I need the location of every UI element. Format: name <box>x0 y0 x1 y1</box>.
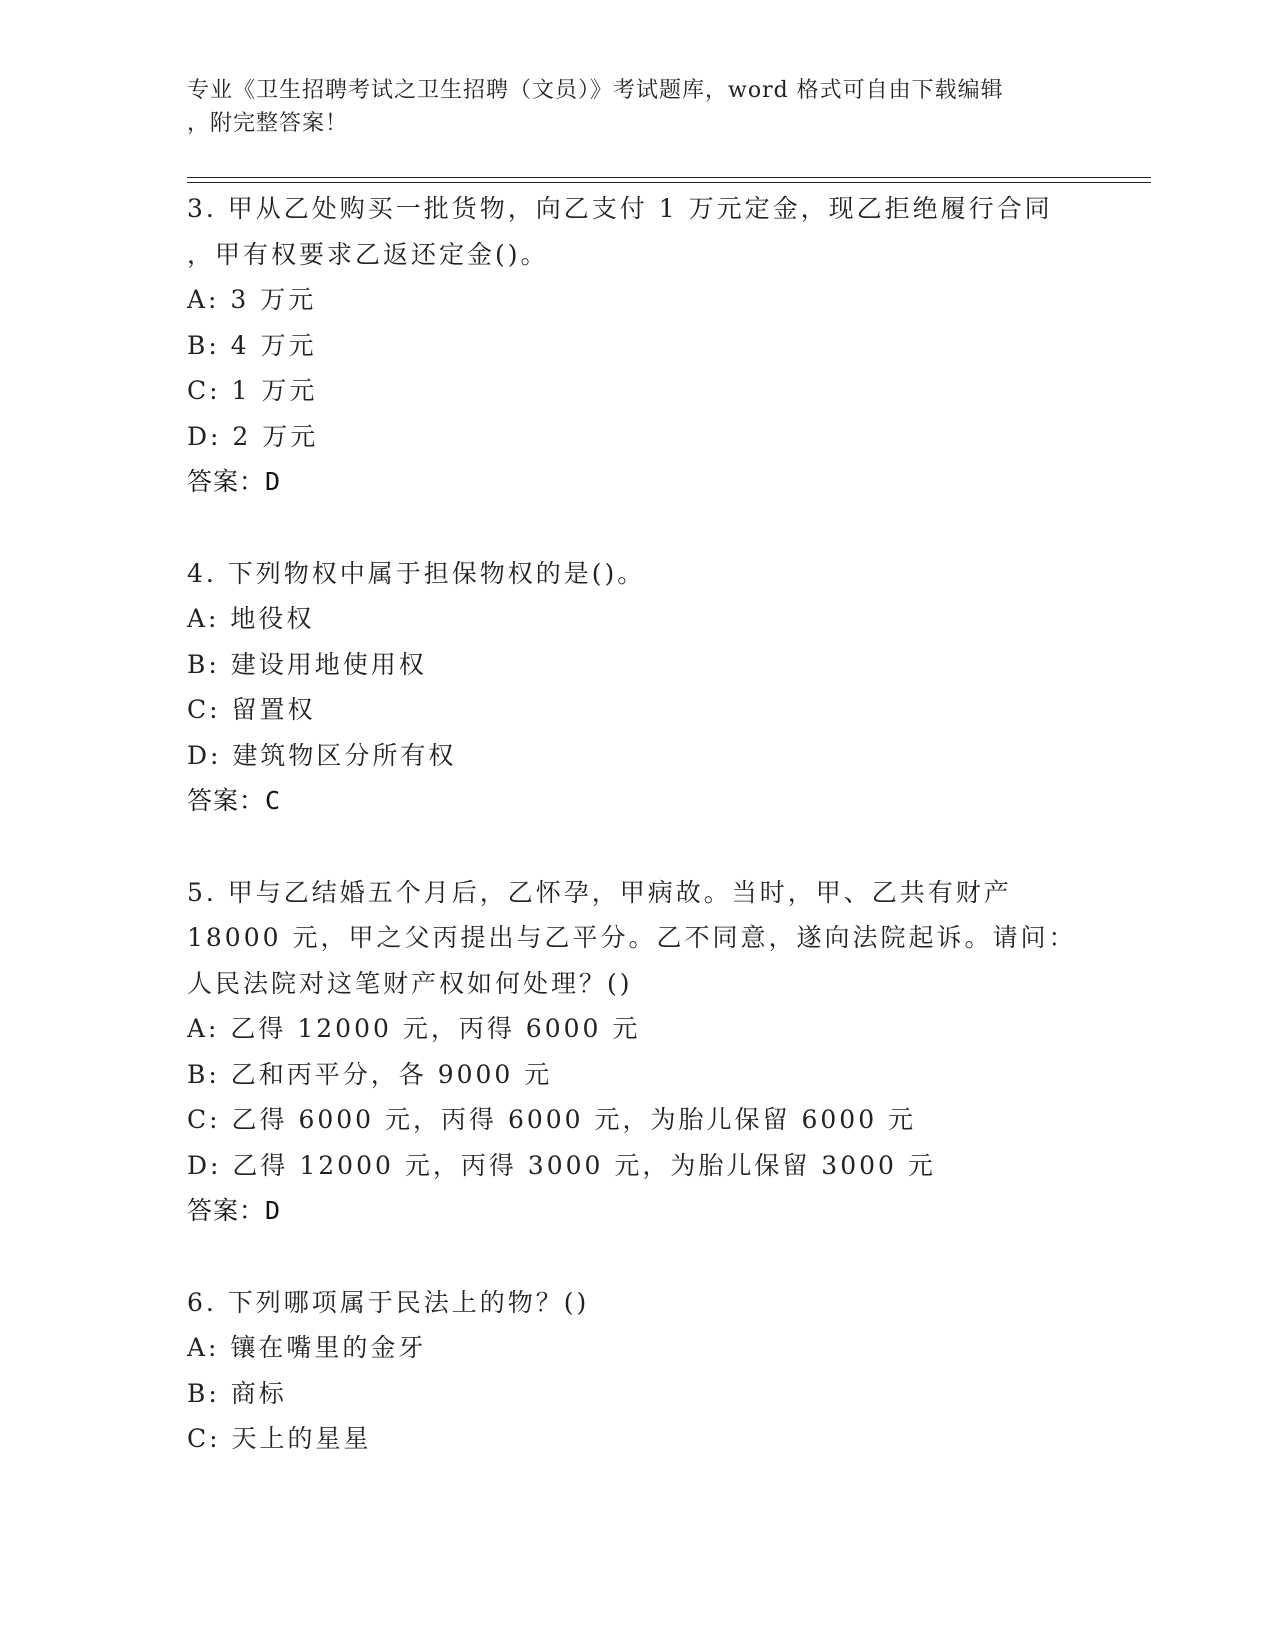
option-d: D: 2 万元 <box>187 421 319 451</box>
question-spacer <box>187 824 1087 870</box>
question-stem-line: 人民法院对这笔财产权如何处理？() <box>187 968 633 998</box>
question-5 <box>187 870 1087 1234</box>
question-stem-line: 4. 下列物权中属于担保物权的是()。 <box>187 558 646 588</box>
option-c: C: 留置权 <box>187 695 316 724</box>
question-stem-line: 3. 甲从乙处购买一批货物，向乙支付 1 万元定金，现乙拒绝履行合同 <box>187 194 1053 223</box>
question-stem-line: ，甲有权要求乙返还定金()。 <box>187 239 549 269</box>
option-c: C: 乙得 6000 元，丙得 6000 元，为胎儿保留 6000 元 <box>187 1105 917 1134</box>
question-stem-line: 5. 甲与乙结婚五个月后，乙怀孕，甲病故。当时，甲、乙共有财产 <box>187 877 1012 907</box>
question-stem-line: 6. 下列哪项属于民法上的物？() <box>187 1287 590 1317</box>
document-header <box>187 74 1067 140</box>
option-a: A: 地役权 <box>187 604 315 633</box>
option-d: D: 乙得 12000 元，丙得 3000 元，为胎儿保留 3000 元 <box>187 1150 936 1180</box>
option-b: B: 商标 <box>187 1378 287 1408</box>
question-4 <box>187 551 1087 824</box>
question-spacer <box>187 505 1087 551</box>
option-c: C: 天上的星星 <box>187 1424 372 1453</box>
header-divider-bottom <box>187 182 1151 183</box>
answer-line: 答案：D <box>187 467 282 496</box>
option-b: B: 4 万元 <box>187 330 317 360</box>
option-b: B: 乙和丙平分，各 9000 元 <box>187 1059 553 1089</box>
option-a: A: 3 万元 <box>187 285 317 314</box>
header-line-1: 专业《卫生招聘考试之卫生招聘（文员）》考试题库，word 格式可自由下载编辑 <box>187 78 1004 103</box>
question-3 <box>187 186 1087 505</box>
question-spacer <box>187 1234 1087 1280</box>
header-line-2: ，附完整答案！ <box>187 111 349 136</box>
option-c: C: 1 万元 <box>187 376 318 405</box>
option-a: A: 镶在嘴里的金牙 <box>187 1333 427 1362</box>
question-list <box>187 186 1087 1462</box>
question-6 <box>187 1280 1087 1462</box>
question-stem-line: 18000 元，甲之父丙提出与乙平分。乙不同意，遂向法院起诉。请问： <box>187 923 1077 952</box>
header-divider-top <box>187 177 1151 178</box>
option-d: D: 建筑物区分所有权 <box>187 740 457 770</box>
answer-line: 答案：D <box>187 1196 282 1225</box>
option-a: A: 乙得 12000 元，丙得 6000 元 <box>187 1014 641 1043</box>
option-b: B: 建设用地使用权 <box>187 649 427 679</box>
answer-line: 答案：C <box>187 786 282 815</box>
